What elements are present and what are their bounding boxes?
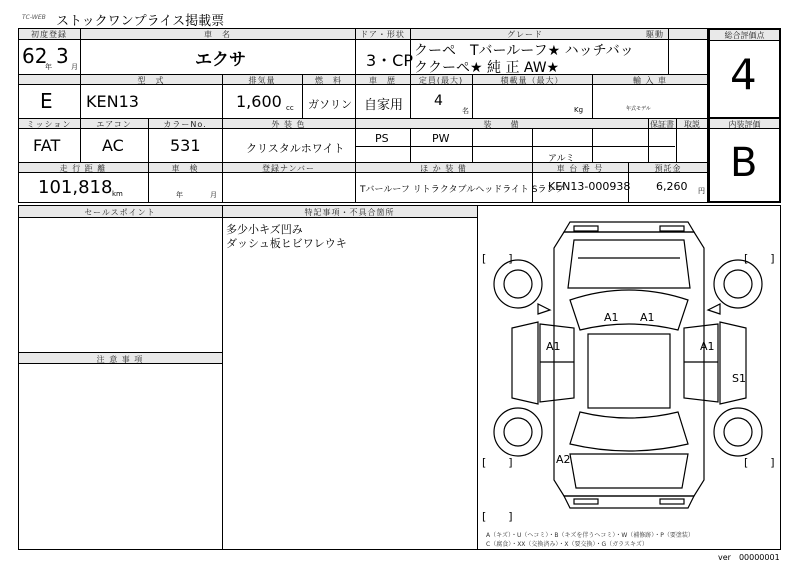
label-inspection: 車 検 bbox=[171, 164, 199, 173]
history-value: 自家用 bbox=[364, 98, 404, 113]
deposit-unit: 円 bbox=[698, 187, 705, 195]
label-history: 車 歴 bbox=[369, 76, 396, 85]
damage-mark-left-front: A1 bbox=[546, 340, 561, 353]
aircon-value: AC bbox=[102, 136, 124, 155]
damage-mark-hood-left: A1 bbox=[604, 311, 619, 324]
wheel-rear-left bbox=[494, 408, 542, 456]
model-prefix: E bbox=[40, 89, 53, 113]
bracket-rear-left: [ ] bbox=[482, 456, 513, 469]
label-displacement: 排気量 bbox=[248, 76, 276, 85]
label-overall: 総合評価点 bbox=[724, 31, 765, 40]
damage-mark-right-front: A1 bbox=[700, 340, 715, 353]
label-model: 型 式 bbox=[137, 76, 165, 85]
label-reg-number: 登録ナンバー bbox=[261, 164, 316, 173]
label-drive: 駆動 bbox=[646, 30, 664, 39]
label-import: 輸 入 車 bbox=[632, 76, 668, 85]
page-title: ストックワンプライス掲載票 bbox=[56, 14, 225, 29]
mission-value: FAT bbox=[33, 136, 61, 155]
label-other-equip: ほ か 装 備 bbox=[420, 164, 467, 173]
equip-alumi: アルミ bbox=[548, 154, 575, 164]
grade-line2: ククーペ★ 純 正 AW★ bbox=[414, 60, 560, 76]
model-code: KEN13 bbox=[86, 92, 139, 111]
car-body-outline bbox=[554, 232, 704, 496]
other-equip-value: Tバールーフ リトラクタブルヘッドライト Sランプ bbox=[360, 185, 565, 195]
label-load: 積載量（最大） bbox=[500, 76, 564, 85]
wheel-front-left bbox=[494, 260, 542, 308]
capacity-value: 4 bbox=[434, 93, 443, 109]
label-first-reg: 初度登録 bbox=[31, 30, 67, 39]
mileage-value: 101,818 bbox=[38, 177, 113, 198]
bracket-front-right: [ ] bbox=[744, 252, 775, 265]
label-notes: 特記事項・不具合箇所 bbox=[304, 208, 395, 217]
damage-mark-hood-right: A1 bbox=[640, 311, 655, 324]
first-reg-year: 62 bbox=[22, 44, 48, 68]
label-sales-point: セールスポイント bbox=[84, 208, 156, 217]
label-warranty: 保証書 bbox=[650, 120, 674, 129]
color-no-value: 531 bbox=[170, 136, 201, 155]
deposit-value: 6,260 bbox=[656, 180, 688, 193]
door-shape: 3・CP bbox=[366, 51, 414, 70]
mileage-unit: km bbox=[112, 190, 123, 198]
label-color-no: カラーNo. bbox=[163, 120, 207, 129]
capacity-unit: 名 bbox=[462, 107, 469, 115]
import-model-year: 年式モデル bbox=[626, 106, 651, 112]
legend-line-1: A（キズ）・U（ヘコミ）・B（キズを伴うヘコミ）・W（補修跡）・P（要塗装） bbox=[486, 532, 694, 539]
logo: TC-WEB bbox=[22, 14, 46, 21]
month-unit: 月 bbox=[71, 63, 78, 71]
ext-color-value: クリスタルホワイト bbox=[246, 142, 345, 155]
label-mileage: 走 行 距 離 bbox=[59, 164, 107, 173]
chassis-value: KEN13-000938 bbox=[548, 180, 631, 193]
label-caution: 注 意 事 項 bbox=[96, 355, 144, 364]
label-manual: 取説 bbox=[684, 120, 700, 129]
label-ext-color: 外 装 色 bbox=[271, 120, 306, 129]
bracket-front-left: [ ] bbox=[482, 252, 513, 265]
label-aircon: エアコン bbox=[96, 120, 132, 129]
displacement-unit: cc bbox=[286, 104, 294, 112]
version-label: ver 00000001 bbox=[718, 553, 780, 562]
damage-mark-rear-left: A2 bbox=[556, 453, 571, 466]
label-mission: ミッション bbox=[26, 120, 72, 129]
load-unit: Kg bbox=[574, 106, 584, 114]
first-reg-month: 3 bbox=[56, 44, 69, 68]
label-chassis: 車 台 番 号 bbox=[556, 164, 604, 173]
label-deposit: 預託金 bbox=[654, 164, 682, 173]
label-interior: 内装評価 bbox=[728, 120, 761, 129]
overall-score: 4 bbox=[730, 50, 757, 99]
note-line-1: 多少小キズ凹み bbox=[226, 223, 303, 236]
damage-mark-right-rear: S1 bbox=[732, 372, 746, 385]
label-car-name: 車 名 bbox=[204, 30, 231, 39]
legend-line-2: C（腐食）・XX（交換済み）・X（要交換）・G（ガラスキズ） bbox=[486, 541, 648, 548]
insp-month-unit: 月 bbox=[210, 191, 217, 199]
equip-pw: PW bbox=[432, 132, 450, 145]
bracket-bottom: [ ] bbox=[482, 510, 513, 523]
label-equipment: 装 備 bbox=[483, 120, 520, 129]
label-fuel: 燃 料 bbox=[315, 76, 342, 85]
insp-year-unit: 年 bbox=[176, 191, 183, 199]
label-grade: グレード bbox=[507, 30, 543, 39]
displacement-value: 1,600 bbox=[236, 92, 282, 111]
equip-ps: PS bbox=[375, 132, 389, 145]
label-capacity: 定員(最大) bbox=[418, 76, 464, 85]
interior-score: B bbox=[730, 140, 758, 186]
wheel-front-right bbox=[714, 260, 762, 308]
fuel-value: ガソリン bbox=[308, 98, 352, 111]
wheel-rear-right bbox=[714, 408, 762, 456]
grade-line1: クーペ Tバールーフ★ ハッチバッ bbox=[414, 43, 634, 59]
car-name: エクサ bbox=[195, 50, 246, 70]
bracket-rear-right: [ ] bbox=[744, 456, 775, 469]
year-unit: 年 bbox=[45, 63, 52, 71]
note-line-2: ダッシュ板ヒビワレウキ bbox=[226, 237, 347, 250]
label-doors: ドア・形状 bbox=[360, 30, 405, 39]
